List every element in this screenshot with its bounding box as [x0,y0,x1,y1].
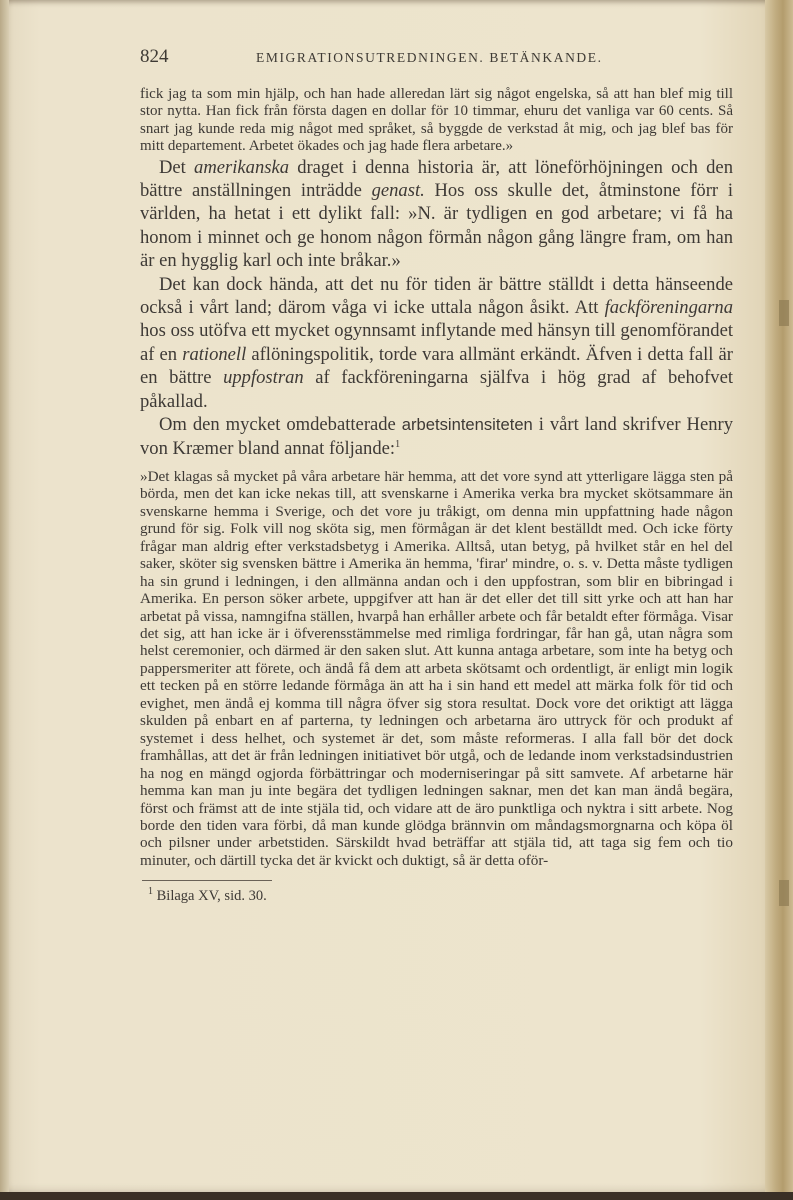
paragraph-work-intensity [140,413,733,460]
italic-run: fackföreningarna [604,297,733,319]
italic-run: amerikanska [194,156,290,178]
page-number: 824 [140,46,169,67]
text-run: hos oss utöfva ett mycket ogynnsamt inflytande med hänsyn till genomförandet af en [140,320,733,365]
text-run: af fackföreningarna själfva i hög grad af behofvet påkallad. [140,367,733,412]
italic-run: rationell [182,343,247,365]
page-tab-mark [779,880,789,906]
page-body [140,86,733,905]
italic-run: genast. [371,180,425,202]
italic-run: uppfostran [223,367,304,389]
footnote-divider [142,880,272,881]
footnote-text: Bilaga XV, sid. 30. [156,888,267,905]
text-run: draget i denna historia är, att löneförhöjningen och den bättre anställningen inträdde [140,156,733,202]
page-left-edge [0,0,9,1200]
spaced-term: arbetsintensiteten [401,415,533,435]
text-run: Hos oss skulle det, åtminstone förr i världen, ha hetat i ett dylikt fall: »N. är tydligen en god arbetare; vi få ha honom i minnet och ge honom någon förmån någon gång längre fram, om han är en hygglig karl och inte bråkar.» [140,180,733,272]
page-tab-mark [779,300,789,326]
footnote-mark: 1 [148,886,153,898]
running-title: EMIGRATIONSUTREDNINGEN. BETÄNKANDE. [256,50,603,65]
running-header [140,46,753,70]
text-run: Det [159,156,195,178]
text-run: Om den mycket omdebatterade [159,414,402,436]
paragraph-trade-unions [140,273,733,413]
footnote-reference: 1 [395,438,401,450]
text-run: aflöningspolitik, torde vara allmänt erkändt. Äfven i detta fall är en bättre [140,343,733,389]
page-bottom-edge [0,1192,793,1200]
text-run: i vårt land skrifver Henry von Kræmer bland annat följande: [140,414,733,459]
paragraph-letter-end: fick jag ta som min hjälp, och han hade alleredan lärt sig något engelska, så att han blef mig till stor nytta. Han fick från första dagen en dollar för 10 timmar, ehuru det vanliga var 60 cents. Så snart jag kunde reda mig något med språket, så byggde de verkstad åt mig, och jag blef bas för mitt departement. Arbetet ökades och jag hade flera arbetare.» [140,86,733,155]
quotation-kraemer: »Det klagas så mycket på våra arbetare här hemma, att det vore synd att ytterligare lägga sten på börda, men det kan icke nekas till, att svenskarne i Amerika verka bra mycket skötsammare än svenskarne hemma i Sverige, och det vore ju tråkigt, om denna min uppfattning hade någon grund för sig. Folk vill nog sköta sig, men förmågan är det klent beställdt med. Och icke förty frågar man aldrig efter verkstadsbetyg i Amerika. Alltså, utan betyg, på hvilket står en hel del saker, sköter sig svensken bättre i Amerika än hemma, 'firar' mindre, o. s. v. Detta måste tydligen ha sin grund i ledningen, i den allmänna andan och i den uppfostran, som blir en bibringad i Amerika. En person söker arbete, uppgifver att han är det eller det till sitt yrke och att han har arbetat på vissa, namngifna ställen, hvarpå han erhåller arbete och får betaldt efter förmåga. Visar det sig, att han icke är i öfverensstämmelse med rimliga fordringar, får han gå, utan några som helst ceremonier, och därmed är den saken slut. Att kunna antaga arbetare, som inte ha betyg och pappersmeriter att förete, och ändå få dem att arbeta skötsamt och ordentligt, är enligt min logik ett tecken på en större ledande förmåga än att ha i sin hand ett medel att märka folk för tid och evighet, men ändå ej komma till några öfver sig stora resultat. Dock vore det oriktigt att lägga skulden på enbart en af parterna, ty ledningen och arbetarna äro uttryck för och produkt af systemet i dess helhet, och systemet är det, som måste reformeras. I alla fall bör det dock framhållas, att det är från ledningen initiativet bör utgå, och de ledande inom verkstadsindustrien ha nog en mängd ogjorda förbättringar och moderniseringar på sitt samvete. Af arbetarne här hemma kan man ju inte begära det tydligen ledningen saknar, men det kan man ändå begära, först och främst att de inte stjäla tid, och vidare att de äro punktliga och nyktra i sitt arbete. Nog borde den tiden vara förbi, då man kunde glödga brännvin om måndagsmorgnarna och köpa öl och pilsner under arbetstiden. Särskildt hvad beträffar att stjäla tid, att taga sig fem och tio minuter, och därtill tycka det är kvickt och duktigt, så är detta oför- [140,467,733,869]
book-fore-edge [765,0,793,1200]
footnote [148,887,733,905]
paragraph-american-trait [140,156,733,273]
text-run: Det kan dock hända, att det nu för tiden är bättre ställdt i detta hänseende också i vårt land; därom våga vi icke uttala någon åsikt. Att [140,273,733,319]
